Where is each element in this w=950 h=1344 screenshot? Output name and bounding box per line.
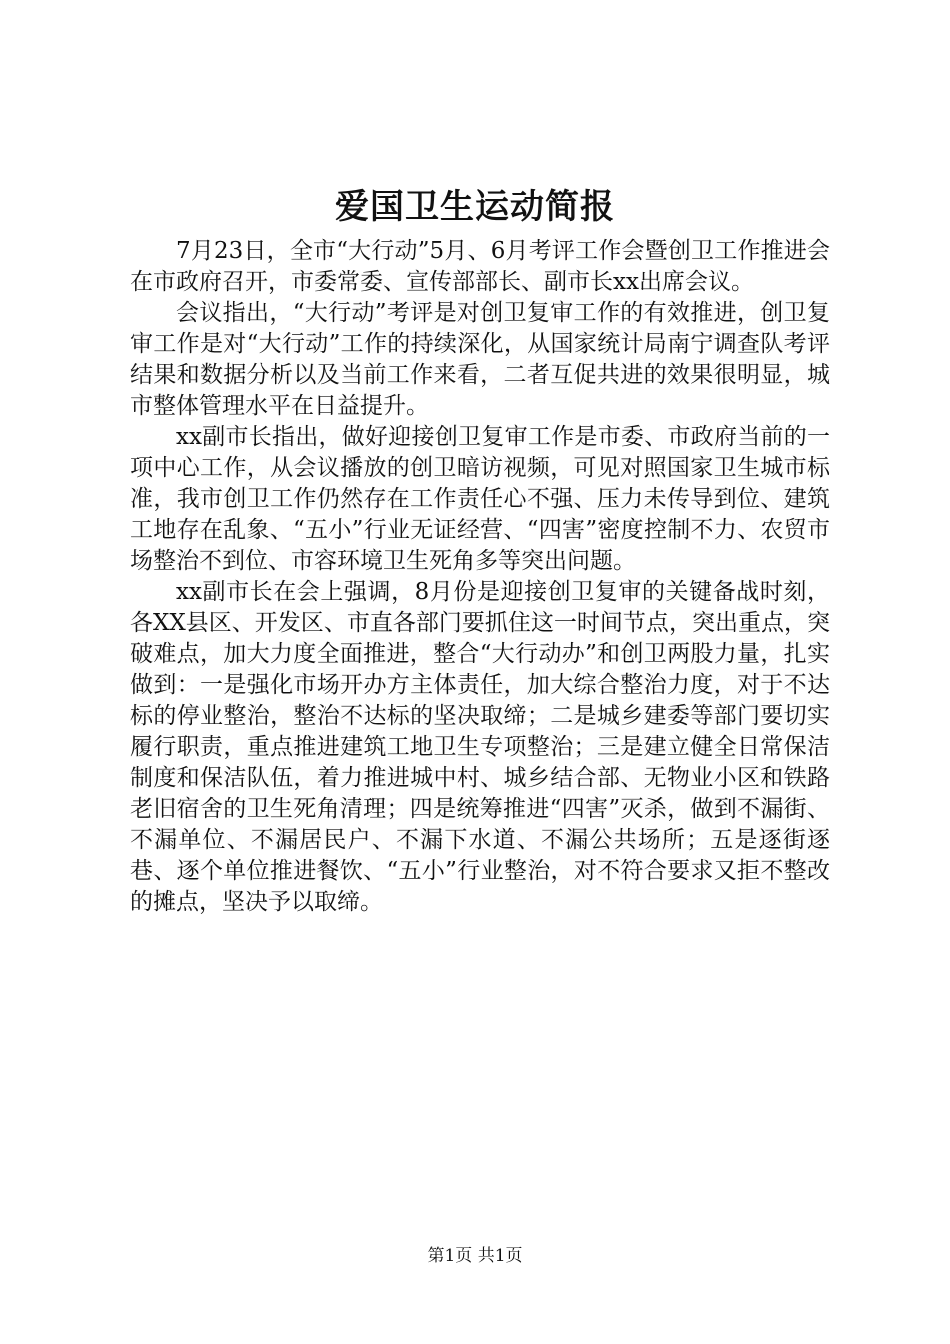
paragraph-3: xx副市长指出，做好迎接创卫复审工作是市委、市政府当前的一项中心工作，从会议播放的创卫暗访视频，可见对照国家卫生城市标准，我市创卫工作仍然存在工作责任心不强、压力未传导到位、建筑工地存在乱象、“五小”行业无证经营、“四害”密度控制不力、农贸市场整治不到位、市容环境卫生死角多等突出问题。: [130, 424, 830, 574]
paragraph-2: 会议指出，“大行动”考评是对创卫复审工作的有效推进，创卫复审工作是对“大行动”工作的持续深化，从国家统计局南宁调查队考评结果和数据分析以及当前工作来看，二者互促共进的效果很明显，城市整体管理水平在日益提升。: [130, 300, 830, 419]
document-title: 爱国卫生运动简报: [335, 187, 615, 227]
paragraph-1: 7月23日，全市“大行动”5月、6月考评工作会暨创卫工作推进会在市政府召开，市委常委、宣传部部长、副市长xx出席会议。: [130, 238, 830, 295]
document-body: [130, 236, 830, 918]
paragraph-4: xx副市长在会上强调，8月份是迎接创卫复审的关键备战时刻，各XX县区、开发区、市直各部门要抓住这一时间节点，突出重点，突破难点，加大力度全面推进，整合“大行动办”和创卫两股力量，扎实做到：一是强化市场开办方主体责任，加大综合整治力度，对于不达标的停业整治，整治不达标的坚决取缔；二是城乡建委等部门要切实履行职责，重点推进建筑工地卫生专项整治；三是建立健全日常保洁制度和保洁队伍，着力推进城中村、城乡结合部、无物业小区和铁路老旧宿舍的卫生死角清理；四是统筹推进“四害”灭杀，做到不漏街、不漏单位、不漏居民户、不漏下水道、不漏公共场所；五是逐街逐巷、逐个单位推进餐饮、“五小”行业整治，对不符合要求又拒不整改的摊点，坚决予以取缔。: [130, 579, 830, 915]
page-footer: 第1页 共1页: [427, 1246, 523, 1266]
